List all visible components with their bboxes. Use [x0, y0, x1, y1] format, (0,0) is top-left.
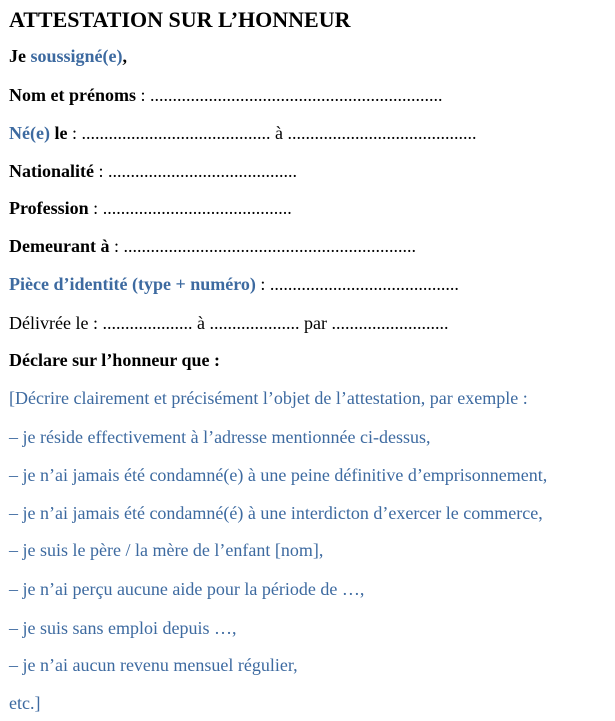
example-item: – je n’ai aucun revenu mensuel régulier,	[9, 655, 298, 675]
field-delivree-dots1: ....................	[102, 313, 193, 333]
field-ne-label-rest: le	[49, 123, 68, 143]
field-nom	[9, 84, 443, 106]
field-ne-dots1: ..........................................	[81, 123, 271, 143]
intro-comma: ,	[122, 46, 128, 66]
example-item: – je n’ai jamais été condamné(e) à une peine définitive d’emprisonnement,	[9, 465, 548, 485]
field-profession-sep: :	[88, 198, 103, 218]
field-ne-sep: :	[67, 123, 82, 143]
example-item: – je n’ai perçu aucune aide pour la période de …,	[9, 579, 365, 599]
field-delivree-label: Délivrée le	[9, 313, 89, 333]
field-delivree-a: à	[192, 313, 210, 333]
declare-heading: Déclare sur l’honneur que :	[9, 350, 221, 370]
field-profession-label: Profession	[9, 198, 89, 218]
field-delivree-sep: :	[88, 313, 103, 333]
field-ne-label-blue: Né(e)	[9, 123, 50, 143]
example-intro: [Décrire clairement et précisément l’objet de l’attestation, par exemple :	[9, 388, 528, 408]
example-end: etc.]	[9, 693, 41, 713]
field-profession	[9, 197, 292, 219]
example-item: – je suis le père / la mère de l’enfant [nom],	[9, 540, 324, 560]
intro-je: Je	[9, 46, 26, 66]
example-item: – je n’ai jamais été condamné(é) à une interdicton d’exercer le commerce,	[9, 503, 543, 523]
field-nationalite	[9, 160, 297, 182]
example-item: – je réside effectivement à l’adresse mentionnée ci-dessus,	[9, 427, 431, 447]
field-delivree	[9, 312, 448, 334]
field-profession-dots: ..........................................	[102, 198, 292, 218]
field-demeurant-dots: .................................................................	[123, 236, 416, 256]
field-piece-dots: ..........................................	[269, 274, 459, 294]
field-nationalite-sep: :	[94, 161, 109, 181]
field-piece-sep: :	[255, 274, 270, 294]
field-demeurant-sep: :	[109, 236, 124, 256]
field-nom-dots: .................................................................	[150, 85, 443, 105]
field-nationalite-dots: ..........................................	[108, 161, 298, 181]
field-nom-label: Nom et prénoms	[9, 85, 136, 105]
field-demeurant	[9, 235, 416, 257]
field-demeurant-label: Demeurant à	[9, 236, 110, 256]
field-ne-dots2: ..........................................	[287, 123, 477, 143]
field-delivree-par: par	[299, 313, 332, 333]
example-item: – je suis sans emploi depuis …,	[9, 618, 237, 638]
field-nationalite-label: Nationalité	[9, 161, 94, 181]
field-piece	[9, 273, 459, 295]
field-delivree-dots3: ..........................	[331, 313, 449, 333]
field-nom-sep: :	[135, 85, 150, 105]
field-delivree-dots2: ....................	[209, 313, 300, 333]
document-title: ATTESTATION SUR L’HONNEUR	[9, 7, 351, 32]
intro-line	[9, 45, 127, 67]
intro-soussigne: soussigné(e)	[30, 46, 123, 66]
field-ne-a: à	[270, 123, 288, 143]
field-piece-label: Pièce d’identité (type + numéro)	[9, 274, 256, 294]
field-ne	[9, 122, 476, 144]
